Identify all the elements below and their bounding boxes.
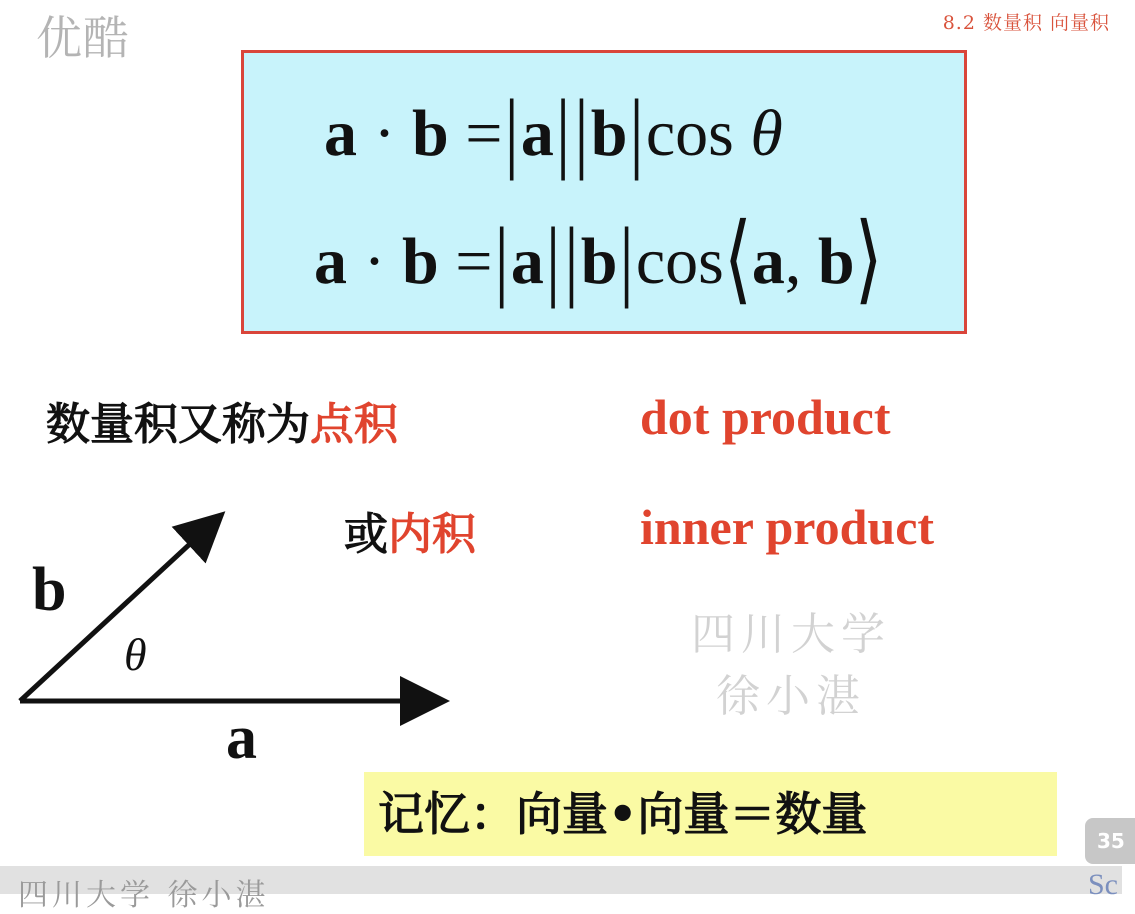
stamp-line-2: 徐小湛 [716, 671, 866, 722]
formula-abs-bar: | [619, 209, 634, 309]
formula-abs-bar: | [629, 81, 644, 181]
formula-equals: = [465, 97, 503, 170]
formula-vector-a: a [751, 225, 785, 298]
stamp-line-1: 四川大学 [691, 609, 891, 660]
formula-box [241, 50, 967, 334]
formula-vector-b: b [401, 225, 439, 298]
footer-left-text: 四川大学 徐小湛 [18, 878, 270, 913]
formula-right-angle-bracket: ⟩ [854, 205, 883, 313]
footer-right-text: Sc [1088, 868, 1118, 901]
youku-watermark-logo: 优酷 [36, 11, 130, 65]
formula-vector-a: a [510, 225, 544, 298]
formula-abs-bar: | [555, 81, 571, 181]
formula-abs-bar: | [504, 81, 519, 181]
english-term-inner-product: inner product [640, 499, 935, 555]
formula-vector-a: a [314, 225, 347, 298]
university-stamp [676, 604, 906, 728]
definition-line-dot [46, 388, 398, 452]
formula-vector-a: a [324, 97, 357, 170]
formula-abs-bar: | [545, 209, 561, 309]
formula-theta: θ [750, 97, 783, 170]
formula-equals: = [455, 225, 493, 298]
definition-term: 点积 [310, 399, 398, 450]
formula-vector-a: a [520, 97, 554, 170]
formula-vector-b: b [580, 225, 618, 298]
page-number-badge[interactable]: 35 [1085, 818, 1135, 864]
bottom-bar [0, 866, 1122, 913]
formula-comma: , [784, 225, 802, 298]
vector-b-label: b [32, 556, 67, 624]
formula-abs-bar: | [494, 209, 509, 309]
formula-abs-bar: | [574, 81, 589, 181]
angle-theta-label: θ [124, 629, 147, 680]
formula-line-1 [324, 81, 783, 181]
formula-vector-b: b [590, 97, 628, 170]
vector-angle-diagram [0, 500, 470, 780]
formula-cos: cos [635, 225, 724, 298]
english-term-dot-product: dot product [640, 389, 891, 445]
formula-abs-bar: | [564, 209, 579, 309]
formula-dot-operator: · [373, 97, 396, 170]
formula-dot-operator: · [363, 225, 386, 298]
formula-line-2 [314, 205, 883, 313]
formula-left-angle-bracket: ⟨ [723, 205, 752, 313]
vector-a-label: a [226, 704, 257, 772]
definition-prefix: 数量积又称为 [46, 399, 310, 450]
formula-vector-b: b [817, 225, 855, 298]
memory-note: 记忆：向量•向量＝数量 [364, 772, 1057, 856]
definition-prefix: 或 [344, 509, 388, 560]
formula-vector-b: b [411, 97, 449, 170]
section-title: 8.2 数量积 向量积 [942, 12, 1110, 34]
definition-term: 内积 [388, 509, 476, 560]
formula-cos: cos [645, 97, 734, 170]
